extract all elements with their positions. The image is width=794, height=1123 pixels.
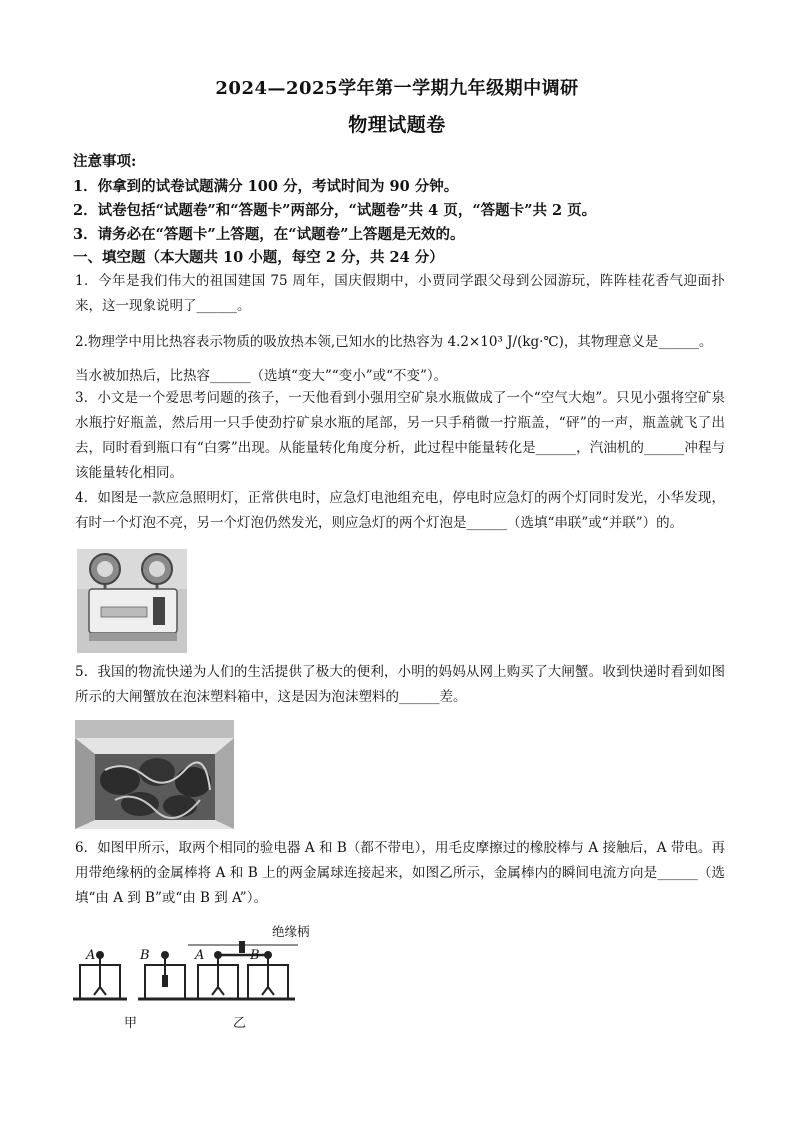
question-3: 3．小文是一个爱思考问题的孩子，一天他看到小强用空矿泉水瓶做成了一个“空气大炮”。只见小强将空矿泉水瓶拧好瓶盖，然后用一只手使劲拧矿泉水瓶的尾部，另一只手稍微一拧瓶盖，“砰”的一声，瓶盖就飞了出去，同时看到瓶口有“白雾”出现。从能量转化角度分析，此过程中能量转化是______，汽油机的______冲程与该能量转化相同。: [75, 390, 725, 481]
label-a-yi: A: [195, 948, 205, 963]
label-b-jia: B: [140, 948, 150, 963]
notice-heading: 注意事项:: [73, 153, 137, 170]
notice-item-1: 1．你拿到的试卷试题满分 100 分，考试时间为 90 分钟。: [73, 178, 459, 195]
caption-yi: 乙: [233, 1016, 247, 1031]
notice-item-3: 3．请务必在“答题卡”上答题，在“试题卷”上答题是无效的。: [73, 226, 465, 243]
notice-item-2: 2．试卷包括“试题卷”和“答题卡”两部分，“试题卷”共 4 页，“答题卡”共 2 页。: [73, 202, 597, 219]
section-title: 一、填空题（本大题共 10 小题，每空 2 分，共 24 分）: [73, 249, 444, 266]
label-b-yi: B: [250, 948, 260, 963]
exam-subtitle: 物理试题卷: [348, 114, 446, 136]
question-2-line-1: 2.物理学中用比热容表示物质的吸放热本领,已知水的比热容为 4.2×10³ J/(kg·℃)，其物理意义是______。: [75, 334, 713, 350]
electroscope-diagram: [70, 935, 310, 1010]
exam-title: 2024—2025学年第一学期九年级期中调研: [215, 78, 579, 99]
crab-box-image: [75, 720, 234, 829]
label-a-jia: A: [86, 948, 96, 963]
insulated-handle-label: 绝缘柄: [272, 924, 310, 939]
question-2-line-2: 当水被加热后，比热容______（选填“变大”“变小”或“不变”）。: [75, 368, 448, 384]
caption-jia: 甲: [124, 1016, 138, 1031]
question-5: 5．我国的物流快递为人们的生活提供了极大的便利，小明的妈妈从网上购买了大闸蟹。收到快递时看到如图所示的大闸蟹放在泡沫塑料箱中，这是因为泡沫塑料的______差。: [75, 664, 725, 705]
question-4: 4．如图是一款应急照明灯，正常供电时，应急灯电池组充电，停电时应急灯的两个灯同时发光，小华发现，有时一个灯泡不亮，另一个灯泡仍然发光，则应急灯的两个灯泡是______（选填“串联”或“并联”）的。: [75, 490, 725, 531]
emergency-light-image: [77, 549, 187, 653]
question-1: 1．今年是我们伟大的祖国建国 75 周年，国庆假期中，小贾同学跟父母到公园游玩，阵阵桂花香气迎面扑来，这一现象说明了______。: [75, 273, 725, 314]
question-6: 6．如图甲所示，取两个相同的验电器 A 和 B（都不带电），用毛皮摩擦过的橡胶棒与 A 接触后，A 带电。再用带绝缘柄的金属棒将 A 和 B 上的两金属球连接起来，如图乙所示，金属棒内的瞬间电流方向是______（选填“由 A 到 B”或“由 B 到 A”）。: [75, 840, 725, 906]
